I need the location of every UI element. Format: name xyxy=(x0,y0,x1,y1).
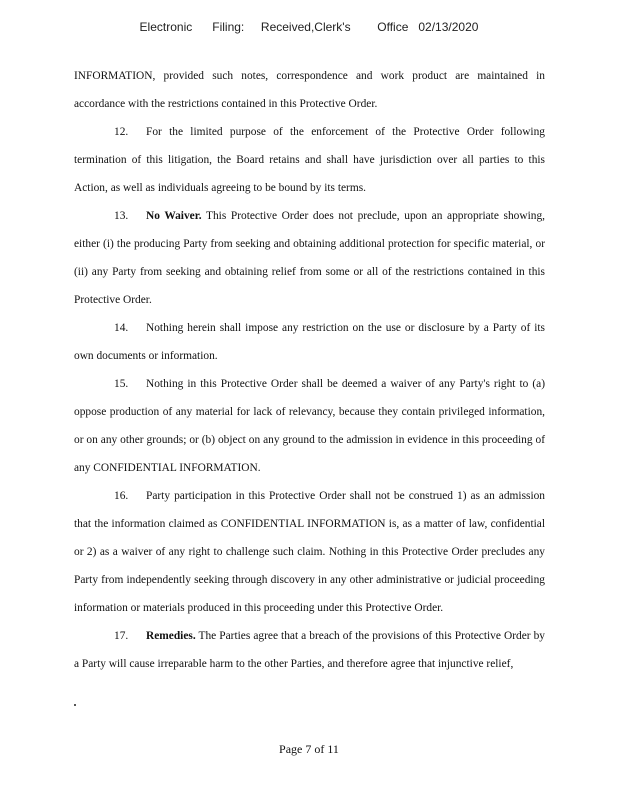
paragraph-text: This Protective Order does not preclude, upon an appropriate showing, either (i) the producing Party from seeking and obtaining additional protection for specific material, or (ii) any Party from seeking and obtaining relief from some or all of the restrictions contained in this Protective Order. xyxy=(74,210,545,306)
paragraph-number: 14. xyxy=(114,322,129,334)
paragraph-text: INFORMATION, provided such notes, correspondence and work product are maintained in accordance with the restrictions contained in this Protective Order. xyxy=(74,70,545,110)
paragraph-16 xyxy=(74,482,545,622)
paragraph-heading: No Waiver. xyxy=(146,210,202,222)
paragraph-12 xyxy=(74,118,545,202)
paragraph-text: The Parties agree that a breach of the provisions of this Protective Order by a Party will cause irreparable harm to the other Parties, and therefore agree that injunctive relief, xyxy=(74,630,545,670)
paragraph-text: For the limited purpose of the enforcement of the Protective Order following termination of this litigation, the Board retains and shall have jurisdiction over all parties to this Action, as well as individuals agreeing to be bound by its terms. xyxy=(74,126,545,194)
paragraph-number: 16. xyxy=(114,490,129,502)
paragraph-15 xyxy=(74,370,545,482)
paragraph-13 xyxy=(74,202,545,314)
paragraph-text: Nothing herein shall impose any restriction on the use or disclosure by a Party of its own documents or information. xyxy=(74,322,545,362)
paragraph-number: 12. xyxy=(114,126,129,138)
scan-artifact-dot xyxy=(74,704,76,706)
page-number-footer: Page 7 of 11 xyxy=(279,742,339,756)
paragraph-number: 13. xyxy=(114,210,129,222)
paragraph-continuation xyxy=(74,62,545,118)
paragraph-number: 17. xyxy=(114,630,129,642)
filing-stamp-header: Electronic Filing: Received,Clerk's Office 02/13/2020 xyxy=(139,20,479,34)
paragraph-heading: Remedies. xyxy=(146,630,196,642)
paragraph-text: Nothing in this Protective Order shall be deemed a waiver of any Party's right to (a) oppose production of any material for lack of relevancy, because they contain privileged information, or on any other grounds; or (b) object on any ground to the admission in evidence in this proceeding of any CONFIDENTIAL INFORMATION. xyxy=(74,378,545,474)
paragraph-17 xyxy=(74,622,545,678)
paragraph-14 xyxy=(74,314,545,370)
document-body xyxy=(74,62,545,678)
paragraph-number: 15. xyxy=(114,378,129,390)
paragraph-text: Party participation in this Protective Order shall not be construed 1) as an admission that the information claimed as CONFIDENTIAL INFORMATION is, as a matter of law, confidential or 2) as a waiver of any right to challenge such claim. Nothing in this Protective Order precludes any Party from independently seeking through discovery in any other administrative or judicial proceeding information or materials produced in this proceeding under this Protective Order. xyxy=(74,490,545,614)
